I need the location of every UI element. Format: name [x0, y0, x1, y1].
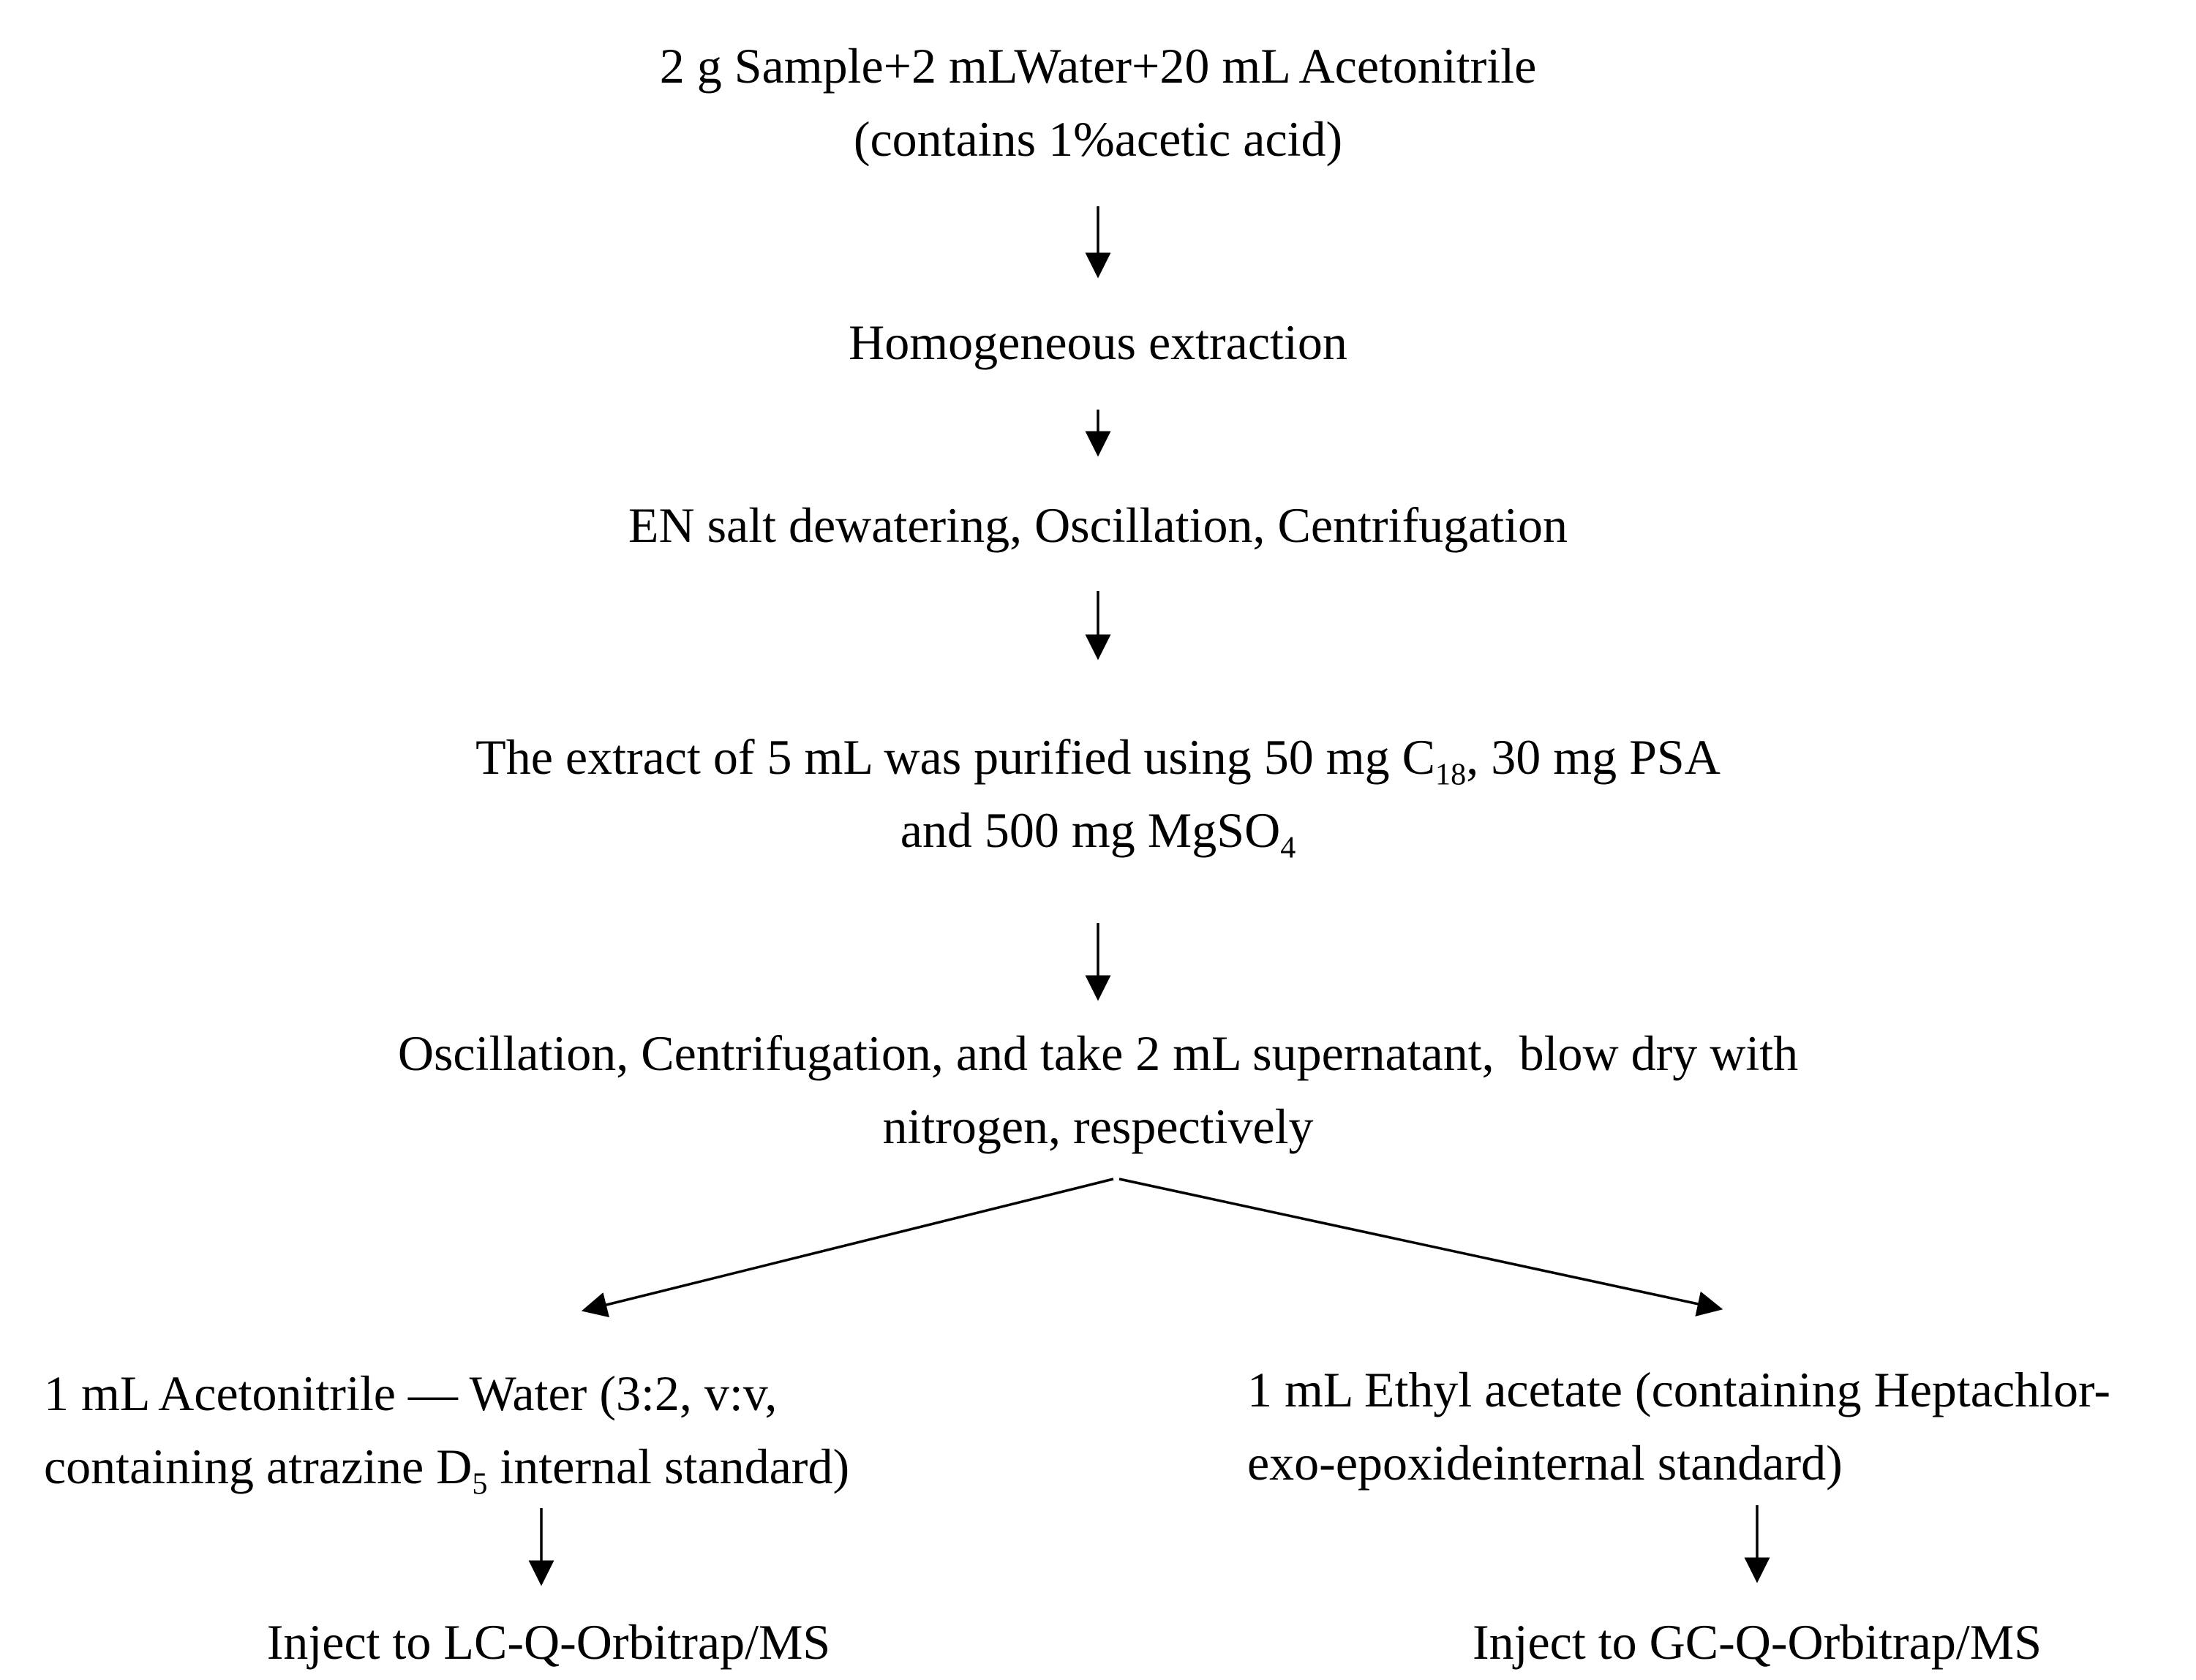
arrow-branch-right-diagonal: [1119, 1179, 1715, 1308]
step-homogeneous-extraction: [0, 306, 2196, 379]
step-sample-mixture: [0, 29, 2196, 176]
subscript-d5: 5: [472, 1466, 488, 1502]
step-homogeneous-extraction-label: Homogeneous extraction: [849, 314, 1347, 370]
subscript-c18: 18: [1435, 757, 1467, 792]
step-purification-line1-text: The extract of 5 mL was purified using 50 mg C: [475, 729, 1436, 785]
step-purification: [0, 720, 2196, 867]
step-sample-mixture-line1: 2 g Sample+2 mLWater+20 mL Acetonitrile: [659, 38, 1537, 94]
step-oscillation-blowdry: [0, 1017, 2196, 1163]
terminal-lc-inject: [73, 1605, 1024, 1679]
step-oscillation-blowdry-line1: Oscillation, Centrifugation, and take 2 mL supernatant, blow dry with: [397, 1025, 1799, 1081]
branch-left-line2-tail: internal standard): [487, 1439, 850, 1494]
step-sample-mixture-line2: (contains 1%acetic acid): [853, 111, 1343, 167]
step-oscillation-blowdry-line2: nitrogen, respectively: [882, 1099, 1314, 1154]
terminal-gc-inject-label: Inject to GC-Q-Orbitrap/MS: [1472, 1614, 2042, 1670]
arrow-branch-left-diagonal: [589, 1179, 1113, 1309]
branch-right-line2: exo-epoxideinternal standard): [1247, 1435, 1843, 1491]
subscript-mgso4: 4: [1280, 830, 1296, 865]
step-purification-line1-tail: , 30 mg PSA: [1466, 729, 1721, 785]
step-purification-line2: [0, 794, 2196, 867]
branch-left-line1: 1 mL Acetonitrile — Water (3:2, v:v,: [44, 1366, 778, 1421]
branch-left-reconstitution: [44, 1357, 995, 1503]
branch-left-line2-text: containing atrazine D: [44, 1439, 473, 1494]
step-purification-line2-text: and 500 mg MgSO: [900, 802, 1281, 858]
step-purification-line1: [0, 720, 2196, 794]
step-en-salt-dewatering: [0, 489, 2196, 562]
branch-right-line1: 1 mL Ethyl acetate (containing Heptachlor-: [1247, 1362, 2110, 1417]
step-en-salt-dewatering-label: EN salt dewatering, Oscillation, Centrifugation: [628, 497, 1568, 553]
branch-left-line2: [44, 1430, 995, 1503]
branch-right-reconstitution: [1247, 1353, 2196, 1499]
terminal-lc-inject-label: Inject to LC-Q-Orbitrap/MS: [266, 1614, 831, 1670]
terminal-gc-inject: [1282, 1605, 2196, 1679]
